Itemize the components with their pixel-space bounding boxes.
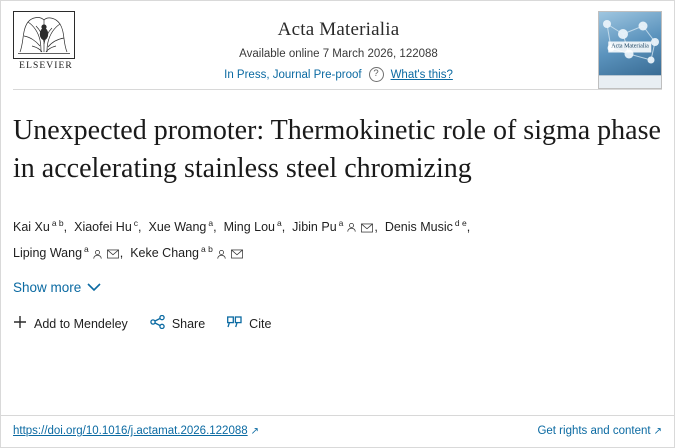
header-divider [13,89,662,90]
journal-info [79,11,598,82]
show-more-label: Show more [13,280,82,296]
author-item [385,220,467,234]
author-item [292,220,374,234]
share-icon [150,315,165,332]
cite-button[interactable] [227,316,271,332]
cover-title: Acta Materialia [608,41,651,52]
get-rights-and-content-link[interactable]: Get rights and content [537,425,651,437]
external-link-icon: ↗ [653,426,662,437]
author-item [224,220,282,234]
in-press-status[interactable]: In Press, Journal Pre-proof [224,68,362,81]
external-link-icon: ↗ [250,426,260,437]
show-more-button[interactable] [13,280,101,295]
elsevier-tree-icon [13,11,75,59]
author-item [13,246,120,260]
author-name[interactable]: Xiaofei Hu [74,220,132,235]
journal-header [1,1,674,89]
author-name[interactable]: Liping Wang [13,246,83,261]
whats-this-link[interactable]: What's this? [390,68,453,81]
author-affiliation: a [338,218,344,228]
footer-bar [1,415,674,447]
share-button[interactable] [150,315,205,332]
author-item [13,220,64,234]
author-email-icon[interactable] [231,249,243,259]
author-name[interactable]: Xue Wang [148,220,207,235]
author-affiliation: a [84,244,89,255]
journal-cover-thumbnail[interactable] [598,11,662,89]
quote-icon [227,316,242,332]
chevron-down-icon [87,280,101,295]
author-affiliation: d e [454,218,467,228]
author-name[interactable]: Denis Music [384,220,453,235]
author-profile-icon[interactable] [346,222,357,233]
elsevier-wordmark: ELSEVIER [19,61,73,71]
share-label: Share [171,316,206,331]
author-affiliation: a b [201,244,213,255]
author-item [74,220,138,234]
plus-icon [13,315,27,332]
elsevier-logo[interactable] [13,11,79,71]
author-email-icon[interactable] [107,249,119,259]
add-to-mendeley-button[interactable] [13,315,128,332]
status-row [79,67,598,82]
author-affiliation: a [208,218,214,228]
author-name[interactable]: Jibin Pu [292,220,337,235]
doi-link[interactable]: https://doi.org/10.1016/j.actamat.2026.122088 [13,425,248,437]
author-name[interactable]: Kai Xu [13,220,50,235]
author-email-icon[interactable] [361,223,373,233]
add-to-mendeley-label: Add to Mendeley [34,316,128,331]
author-affiliation: a b [51,218,64,228]
cite-label: Cite [249,316,272,331]
author-name[interactable]: Ming Lou [223,220,275,235]
page-title: Unexpected promoter: Thermokinetic role of sigma phase in accelerating stainless steel chromizing [13,115,661,184]
rights-link-wrap [537,425,662,437]
cover-footer-band [599,75,661,88]
author-affiliation: c [133,218,139,228]
author-profile-icon[interactable] [92,249,103,260]
doi-link-wrap [13,425,259,437]
author-item [130,246,244,260]
author-profile-icon[interactable] [216,249,227,260]
question-mark-icon[interactable]: ? [369,67,384,82]
action-bar [13,315,662,332]
author-item [148,220,213,234]
author-name[interactable]: Keke Chang [130,246,200,261]
author-affiliation: a [277,218,282,228]
author-list: Kai Xu $^{a b}$, Xiaofei Hu $^c$, Xue Wang $^a$, Ming Lou $^a$, Jibin Pu $^a$ , Denis Music $^{d e}$, Liping Wang $^a$ , Keke Chang $^{a b}$ [13,218,471,261]
availability-text: Available online 7 March 2026, 122088 [239,48,438,60]
journal-title[interactable]: Acta Materialia [277,19,400,40]
